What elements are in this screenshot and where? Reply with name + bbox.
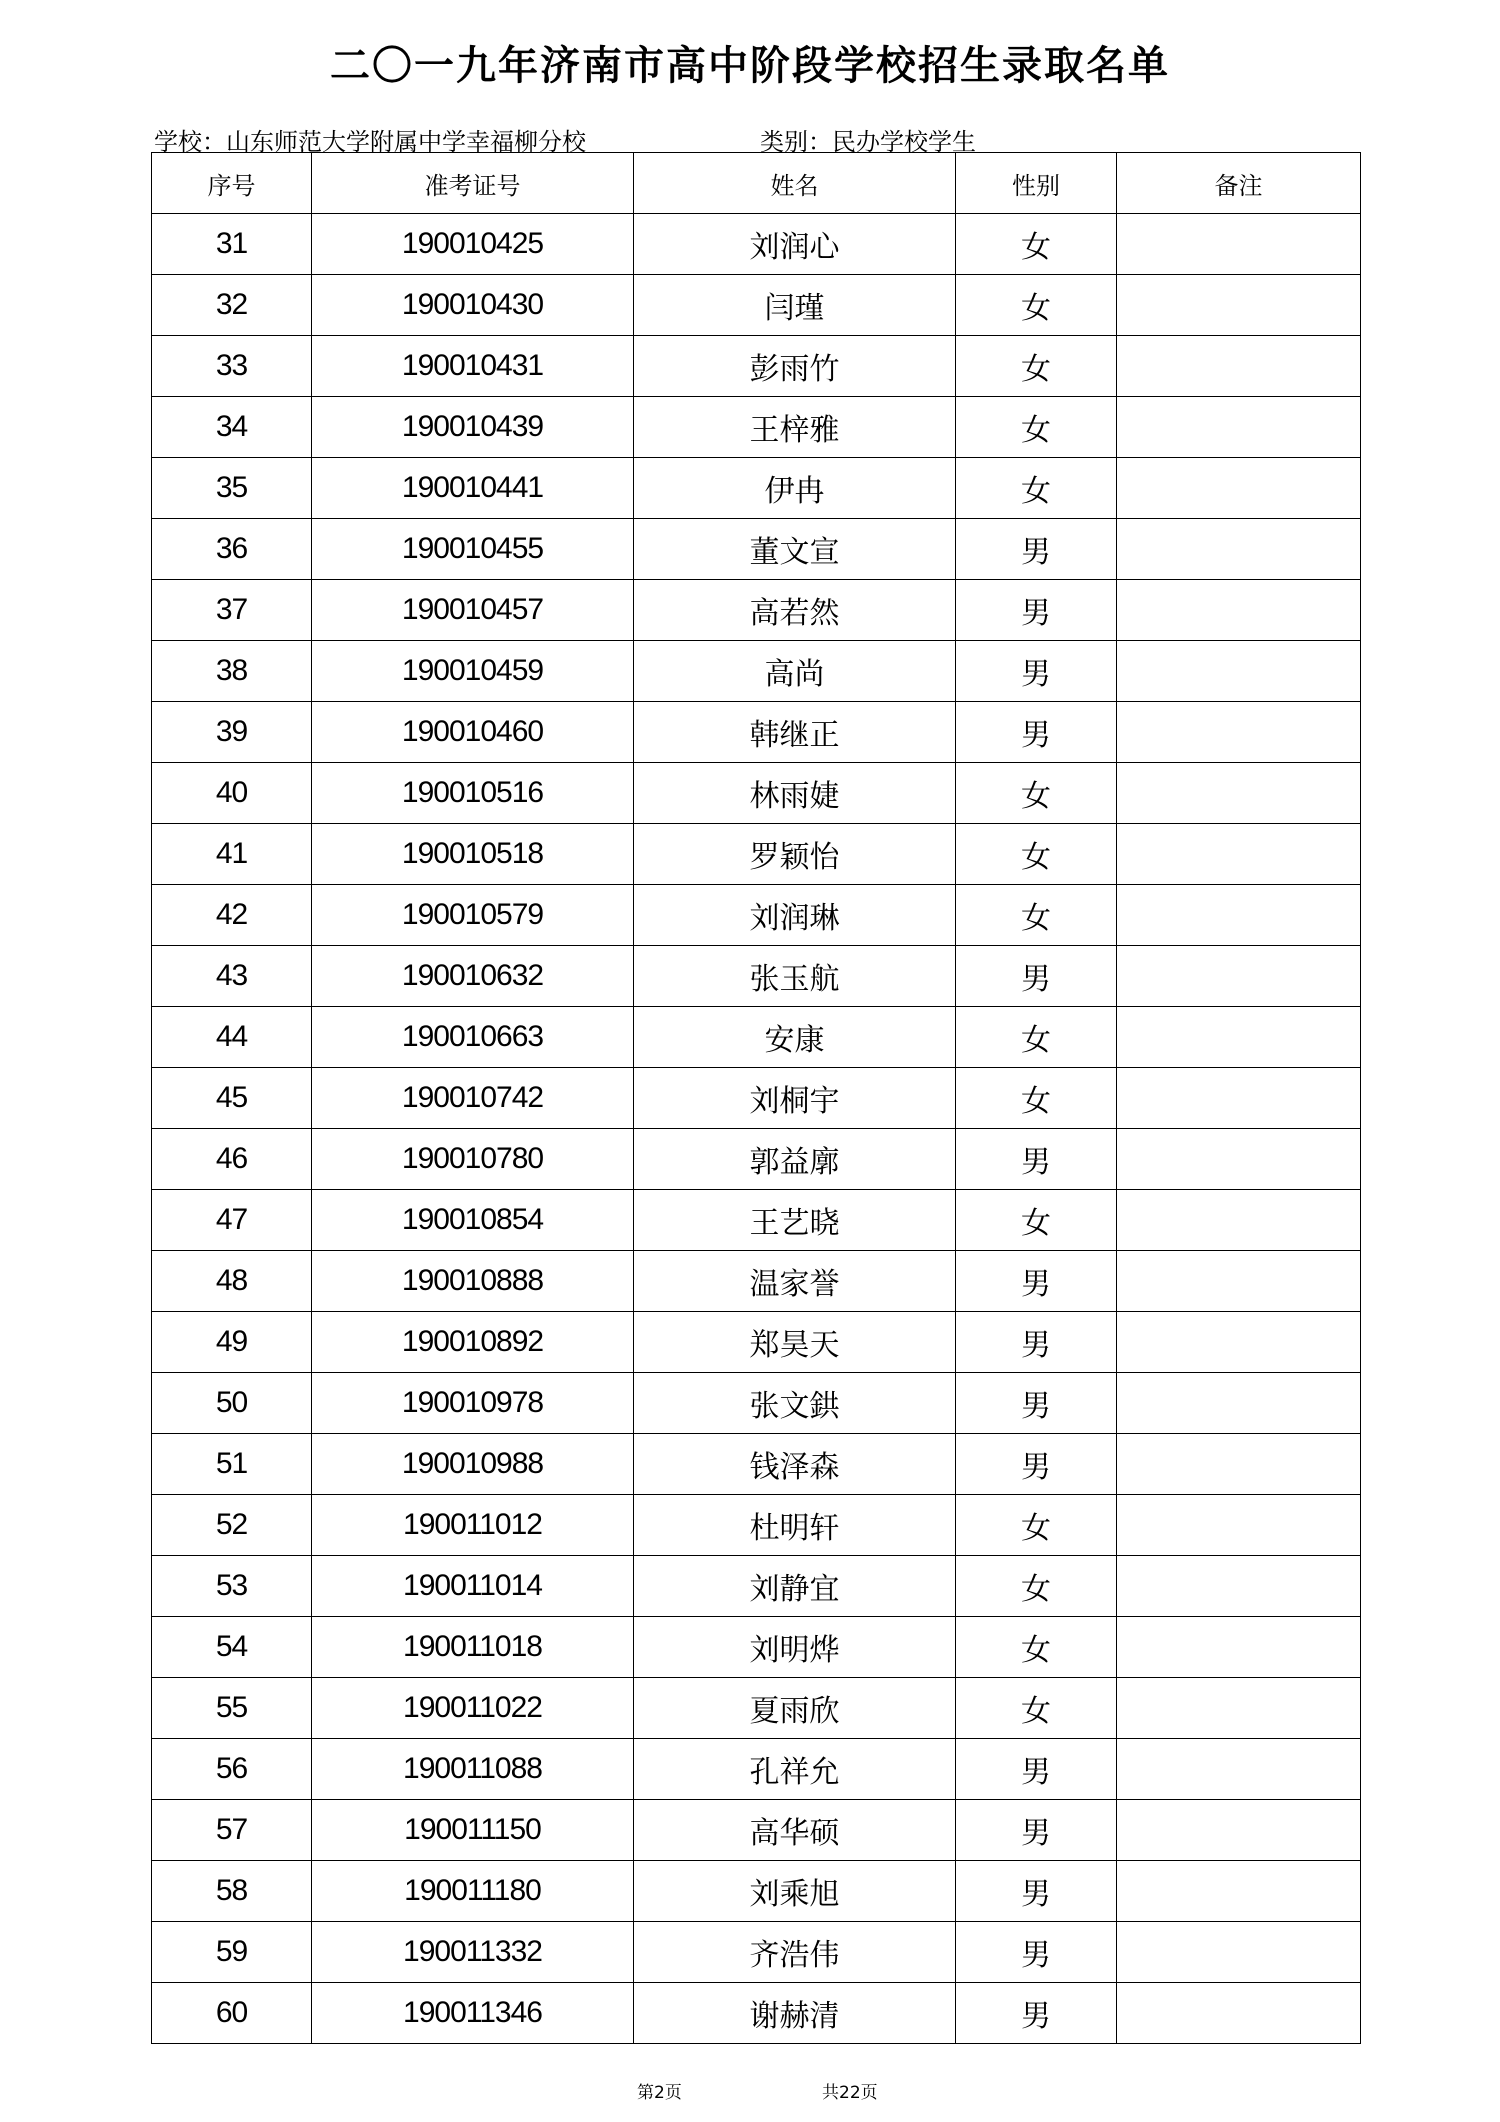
cell-seq: 52 [152,1495,312,1556]
cell-gender: 女 [956,1190,1117,1251]
cell-gender: 男 [956,1983,1117,2044]
cell-exam-number: 190010518 [312,824,634,885]
table-row [152,214,1361,275]
cell-remark [1117,1617,1361,1678]
cell-remark [1117,458,1361,519]
cell-remark [1117,1312,1361,1373]
cell-seq: 33 [152,336,312,397]
cell-name: 郑昊天 [634,1312,956,1373]
table-row [152,824,1361,885]
cell-gender: 男 [956,702,1117,763]
header-gender: 性别 [956,153,1117,214]
cell-exam-number: 190011180 [312,1861,634,1922]
cell-gender: 女 [956,885,1117,946]
cell-gender: 男 [956,1251,1117,1312]
cell-name: 杜明轩 [634,1495,956,1556]
cell-seq: 47 [152,1190,312,1251]
cell-name: 夏雨欣 [634,1678,956,1739]
cell-seq: 49 [152,1312,312,1373]
cell-name: 高若然 [634,580,956,641]
cell-name: 王梓雅 [634,397,956,458]
cell-remark [1117,641,1361,702]
cell-name: 张玉航 [634,946,956,1007]
cell-name: 谢赫清 [634,1983,956,2044]
cell-exam-number: 190010430 [312,275,634,336]
cell-name: 闫瑾 [634,275,956,336]
cell-exam-number: 190011088 [312,1739,634,1800]
cell-exam-number: 190010988 [312,1434,634,1495]
cell-seq: 45 [152,1068,312,1129]
table-row [152,1068,1361,1129]
cell-seq: 53 [152,1556,312,1617]
cell-exam-number: 190010457 [312,580,634,641]
cell-name: 罗颖怡 [634,824,956,885]
table-row [152,702,1361,763]
cell-exam-number: 190010742 [312,1068,634,1129]
cell-remark [1117,1495,1361,1556]
table-row [152,1800,1361,1861]
table-row [152,519,1361,580]
cell-exam-number: 190010425 [312,214,634,275]
cell-name: 齐浩伟 [634,1922,956,1983]
cell-remark [1117,275,1361,336]
table-body [152,214,1361,2044]
page-number: 第2页 [637,2083,682,2103]
table-row [152,1495,1361,1556]
category-line: 类别：民办学校学生 [760,128,976,156]
cell-remark [1117,1373,1361,1434]
cell-exam-number: 190010431 [312,336,634,397]
cell-remark [1117,1739,1361,1800]
cell-exam-number: 190010888 [312,1251,634,1312]
cell-seq: 54 [152,1617,312,1678]
cell-seq: 48 [152,1251,312,1312]
table-row [152,946,1361,1007]
cell-remark [1117,397,1361,458]
cell-name: 彭雨竹 [634,336,956,397]
cell-remark [1117,519,1361,580]
cell-gender: 女 [956,214,1117,275]
cell-seq: 51 [152,1434,312,1495]
cell-gender: 女 [956,763,1117,824]
header-seq: 序号 [152,153,312,214]
school-line: 学校：山东师范大学附属中学幸福柳分校 [154,128,586,156]
cell-gender: 男 [956,519,1117,580]
cell-gender: 男 [956,1434,1117,1495]
table-row [152,641,1361,702]
cell-seq: 50 [152,1373,312,1434]
cell-gender: 女 [956,1678,1117,1739]
document-title: 二〇一九年济南市高中阶段学校招生录取名单 [330,43,1170,89]
cell-remark [1117,1251,1361,1312]
cell-gender: 男 [956,1922,1117,1983]
table-row [152,763,1361,824]
cell-remark [1117,763,1361,824]
cell-seq: 32 [152,275,312,336]
cell-name: 伊冉 [634,458,956,519]
cell-name: 刘桐宇 [634,1068,956,1129]
table-row [152,885,1361,946]
cell-gender: 男 [956,1312,1117,1373]
cell-remark [1117,885,1361,946]
cell-gender: 男 [956,946,1117,1007]
cell-remark [1117,946,1361,1007]
table-row [152,1373,1361,1434]
cell-name: 刘明烨 [634,1617,956,1678]
cell-remark [1117,1983,1361,2044]
table-header-row [152,153,1361,214]
cell-remark [1117,1800,1361,1861]
cell-exam-number: 190010780 [312,1129,634,1190]
cell-gender: 女 [956,397,1117,458]
cell-exam-number: 190010439 [312,397,634,458]
table-row [152,1922,1361,1983]
cell-seq: 44 [152,1007,312,1068]
header-exam-number: 准考证号 [312,153,634,214]
cell-name: 林雨婕 [634,763,956,824]
cell-gender: 女 [956,1556,1117,1617]
cell-seq: 42 [152,885,312,946]
cell-name: 刘润琳 [634,885,956,946]
cell-remark [1117,702,1361,763]
cell-name: 刘乘旭 [634,1861,956,1922]
cell-seq: 34 [152,397,312,458]
cell-seq: 60 [152,1983,312,2044]
cell-gender: 男 [956,1129,1117,1190]
cell-remark [1117,1922,1361,1983]
cell-exam-number: 190010854 [312,1190,634,1251]
cell-name: 刘静宜 [634,1556,956,1617]
cell-name: 钱泽森 [634,1434,956,1495]
cell-remark [1117,580,1361,641]
cell-exam-number: 190011332 [312,1922,634,1983]
cell-remark [1117,1190,1361,1251]
cell-gender: 女 [956,1007,1117,1068]
cell-remark [1117,1129,1361,1190]
cell-gender: 男 [956,1373,1117,1434]
cell-name: 温家誉 [634,1251,956,1312]
table-row [152,1861,1361,1922]
table-row [152,1007,1361,1068]
cell-name: 安康 [634,1007,956,1068]
cell-seq: 59 [152,1922,312,1983]
table-row [152,1190,1361,1251]
cell-seq: 43 [152,946,312,1007]
cell-exam-number: 190010892 [312,1312,634,1373]
table-row [152,458,1361,519]
cell-gender: 男 [956,1739,1117,1800]
cell-gender: 男 [956,580,1117,641]
cell-exam-number: 190011346 [312,1983,634,2044]
cell-exam-number: 190011014 [312,1556,634,1617]
cell-seq: 40 [152,763,312,824]
cell-gender: 男 [956,1800,1117,1861]
cell-name: 董文宣 [634,519,956,580]
cell-remark [1117,1556,1361,1617]
cell-gender: 女 [956,824,1117,885]
table-row [152,336,1361,397]
table-row [152,1251,1361,1312]
table-row [152,397,1361,458]
cell-seq: 46 [152,1129,312,1190]
cell-name: 高尚 [634,641,956,702]
cell-seq: 41 [152,824,312,885]
cell-exam-number: 190010460 [312,702,634,763]
cell-gender: 男 [956,1861,1117,1922]
cell-seq: 35 [152,458,312,519]
cell-exam-number: 190010579 [312,885,634,946]
header-remark: 备注 [1117,153,1361,214]
cell-name: 刘润心 [634,214,956,275]
cell-exam-number: 190010663 [312,1007,634,1068]
cell-seq: 57 [152,1800,312,1861]
cell-seq: 38 [152,641,312,702]
cell-name: 孔祥允 [634,1739,956,1800]
cell-gender: 男 [956,641,1117,702]
cell-seq: 31 [152,214,312,275]
table-row [152,1678,1361,1739]
cell-name: 韩继正 [634,702,956,763]
table-row [152,1434,1361,1495]
cell-name: 高华硕 [634,1800,956,1861]
cell-name: 郭益廓 [634,1129,956,1190]
cell-seq: 39 [152,702,312,763]
cell-remark [1117,1068,1361,1129]
cell-exam-number: 190010632 [312,946,634,1007]
cell-exam-number: 190010441 [312,458,634,519]
cell-seq: 37 [152,580,312,641]
table-row [152,1556,1361,1617]
table-row [152,1617,1361,1678]
cell-exam-number: 190011150 [312,1800,634,1861]
cell-remark [1117,1007,1361,1068]
table-row [152,1129,1361,1190]
table-row [152,580,1361,641]
cell-gender: 女 [956,275,1117,336]
cell-seq: 58 [152,1861,312,1922]
cell-remark [1117,1434,1361,1495]
cell-name: 张文鉷 [634,1373,956,1434]
cell-exam-number: 190010455 [312,519,634,580]
cell-gender: 女 [956,1068,1117,1129]
cell-exam-number: 190011018 [312,1617,634,1678]
cell-exam-number: 190011022 [312,1678,634,1739]
cell-exam-number: 190010459 [312,641,634,702]
cell-seq: 55 [152,1678,312,1739]
total-pages: 共22页 [822,2083,878,2103]
admission-table [151,152,1361,2044]
cell-seq: 56 [152,1739,312,1800]
cell-exam-number: 190011012 [312,1495,634,1556]
cell-remark [1117,1678,1361,1739]
table-row [152,275,1361,336]
cell-gender: 女 [956,1495,1117,1556]
cell-exam-number: 190010978 [312,1373,634,1434]
cell-seq: 36 [152,519,312,580]
table-row [152,1312,1361,1373]
cell-remark [1117,336,1361,397]
cell-exam-number: 190010516 [312,763,634,824]
cell-gender: 女 [956,1617,1117,1678]
cell-gender: 女 [956,336,1117,397]
header-name: 姓名 [634,153,956,214]
cell-gender: 女 [956,458,1117,519]
cell-remark [1117,1861,1361,1922]
cell-name: 王艺晓 [634,1190,956,1251]
cell-remark [1117,824,1361,885]
table-row [152,1739,1361,1800]
cell-remark [1117,214,1361,275]
table-row [152,1983,1361,2044]
